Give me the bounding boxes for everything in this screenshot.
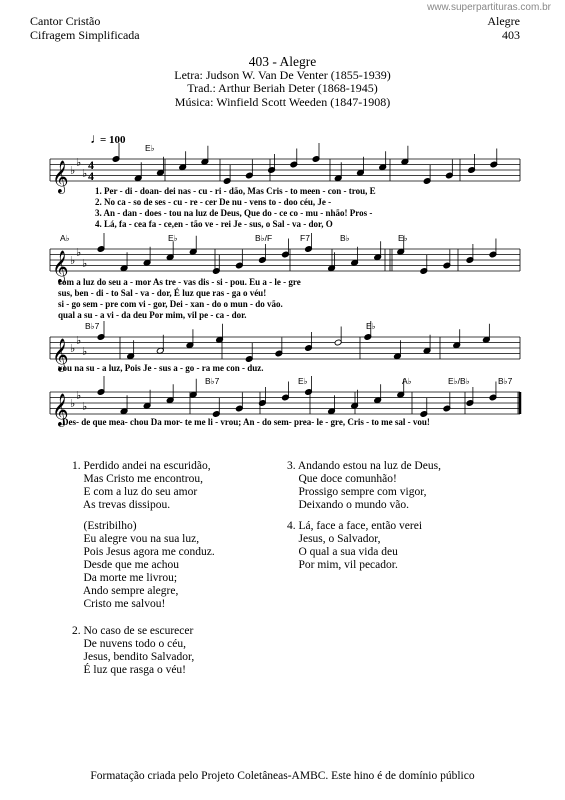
treble-clef-icon: 𝄞 — [52, 162, 69, 193]
tempo-marking: = 100 — [100, 134, 126, 146]
translation-credit: Trad.: Arthur Beriah Deter (1868-1945) — [187, 81, 378, 95]
footer-credit: Formatação criada pelo Projeto Coletâneas-AMBC. Este hino é de domínio público — [90, 770, 475, 782]
hymnal-name: Cantor Cristão — [30, 14, 101, 28]
chord-symbol: B♭ — [340, 233, 350, 243]
lyric-line: 2. No ca - so de ses - cu - re - cer De nu - vens to - doo céu, Je - — [95, 197, 332, 207]
chord-symbol: E♭ — [168, 233, 178, 243]
lyric-line: 1. Per - di - doan- dei nas - cu - ri - dão, Mas Cris - to meen - con - trou, E — [95, 186, 376, 196]
flat-icon: ♭ — [70, 255, 76, 267]
lyric-line: si - go sem - pre com vi - gor, Dei - xan - do o mun - do vão. — [58, 299, 283, 309]
hymn-number: 403 — [502, 28, 520, 42]
chorus: (Estribilho) Eu alegre vou na sua luz, Pois Jesus agora me conduz. Desde que me achou Da morte me livrou; Ando sempre alegre, Cristo me salvou! — [82, 520, 215, 610]
hymn-name: Alegre — [487, 14, 520, 28]
lyric-line: qual a su - a vi - da deu Por mim, vil pe - ca - dor. — [58, 310, 247, 320]
lyrics-credit: Letra: Judson W. Van De Venter (1855-1939) — [174, 67, 391, 82]
flat-icon: ♭ — [82, 345, 88, 358]
chord-symbol: E♭ — [298, 376, 308, 386]
chord-symbol: B♭/F — [255, 233, 273, 243]
flat-icon: ♭ — [70, 398, 76, 410]
chord-symbol: B♭7 — [85, 321, 100, 331]
chord-symbol: E♭ — [366, 321, 376, 331]
lyric-lines — [58, 186, 430, 427]
song-title: 403 - Alegre — [248, 54, 317, 69]
lyric-line: 4. Lá, fa - cea fa - ce,en - tão ve - rei Je - sus, o Sal - va - dor, O — [95, 219, 333, 229]
lyric-line: Des- de que mea- chou Da mor- te me li - vrou; An - do sem- prea- le - gre, Cris - to me sal - vou! — [62, 417, 430, 427]
lyric-line: sus, ben - di - to Sal - va - dor, É luz que ras - ga o véu! — [58, 288, 267, 298]
chord-symbol: B♭7 — [205, 376, 220, 386]
lyric-line: 3. An - dan - does - tou na luz de Deus, Que do - ce co - mu - nhão! Pros - — [95, 208, 373, 218]
flat-icon: ♭ — [82, 400, 88, 413]
verse-2: 2. No caso de se escurecer De nuvens todo o céu, Jesus, bendito Salvador, É luz que rasga o véu! — [72, 625, 195, 676]
chord-symbol: A♭ — [402, 376, 412, 386]
chord-symbol: E♭/B♭ — [448, 376, 470, 386]
treble-clef-icon: 𝄞 — [52, 395, 69, 426]
treble-clef-icon: 𝄞 — [52, 340, 69, 371]
verse-1: 1. Perdido andei na escuridão, Mas Cristo me encontrou, E com a luz do seu amor As trevas dissipou. — [72, 460, 211, 511]
lyric-line: com a luz do seu a - mor As tre - vas dis - si - pou. Eu a - le - gre — [58, 277, 301, 287]
flat-icon: ♭ — [76, 334, 82, 347]
lyric-line: vou na su - a luz, Pois Je - sus a - go - ra me con - duz. — [58, 363, 264, 373]
chord-symbol: F7 — [300, 233, 310, 243]
chord-symbol: E♭ — [145, 143, 155, 153]
flat-icon: ♭ — [82, 167, 88, 180]
edition-name: Cifragem Simplificada — [30, 28, 140, 42]
chord-symbol: A♭ — [60, 233, 70, 243]
treble-clef-icon: 𝄞 — [52, 252, 69, 283]
music-credit: Música: Winfield Scott Weeden (1847-1908) — [174, 94, 391, 109]
site-url: www.superpartituras.com.br — [427, 2, 551, 13]
chord-symbol: B♭7 — [498, 376, 513, 386]
flat-icon: ♭ — [70, 343, 76, 355]
quarter-note-icon: ♩ — [90, 132, 104, 147]
verse-3: 3. Andando estou na luz de Deus, Que doce comunhão! Prossigo sempre com vigor, Deixando o mundo vão. — [287, 460, 441, 511]
flat-icon: ♭ — [76, 389, 82, 402]
flat-icon: ♭ — [82, 257, 88, 270]
flat-icon: ♭ — [76, 246, 82, 259]
verse-4: 4. Lá, face a face, então verei Jesus, o Salvador, O qual a sua vida deu Por mim, vil pecador. — [287, 520, 423, 571]
time-signature-bottom: 4 — [88, 169, 94, 183]
chord-symbol: E♭ — [398, 233, 408, 243]
flat-icon: ♭ — [70, 165, 76, 177]
flat-icon: ♭ — [76, 156, 82, 169]
time-signature-top: 4 — [88, 158, 94, 172]
